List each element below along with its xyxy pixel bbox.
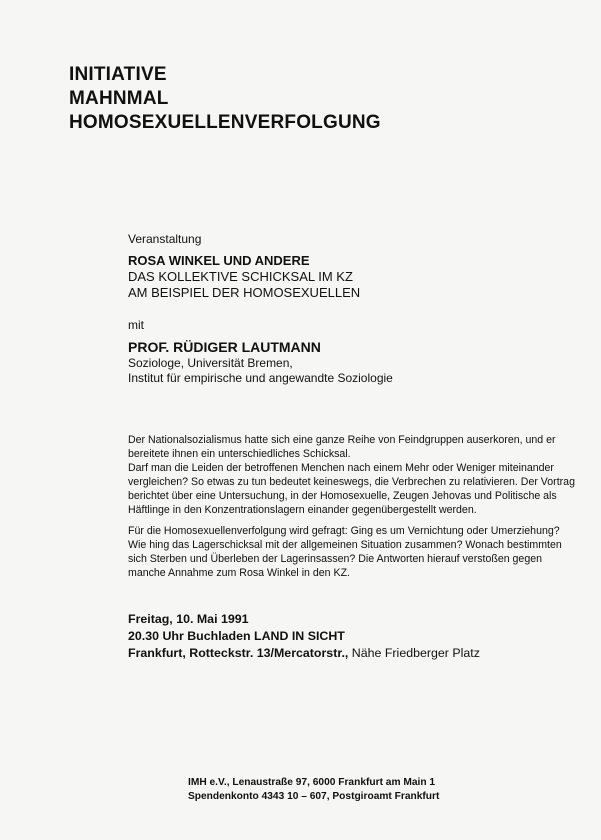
event-title: ROSA WINKEL UND ANDERE: [128, 253, 310, 268]
title-line-1: INITIATIVE: [69, 64, 167, 85]
paragraph-line: berichtet über eine Untersuchung, in der Homosexuelle, Zeugen Jehovas und Politische als: [128, 490, 557, 503]
event-time-venue: 20.30 Uhr Buchladen LAND IN SICHT: [128, 629, 345, 643]
event-subtitle-line-2: AM BEISPIEL DER HOMOSEXUELLEN: [128, 285, 361, 300]
paragraph-line: Der Nationalsozialismus hatte sich eine ganze Reihe von Feindgruppen auserkoren, und er: [128, 434, 556, 446]
with-label: mit: [128, 318, 144, 332]
page-title: [69, 63, 381, 135]
paragraph-line: Für die Homosexuellenverfolgung wird gefragt: Ging es um Vernichtung oder Umerziehung?: [128, 525, 560, 537]
event-date: Freitag, 10. Mai 1991: [128, 612, 249, 626]
paragraph-line: bereitete ihnen ein unterschiedliches Schicksal.: [128, 448, 351, 461]
footer-address: IMH e.V., Lenaustraße 97, 6000 Frankfurt am Main 1: [188, 777, 436, 788]
paragraph-line: sich Sterben und Überleben der Lagerinsassen? Die Antworten hierauf verstoßen gegen: [128, 553, 543, 566]
event-kind: Veranstaltung: [128, 232, 202, 246]
paragraph-line: Wie hing das Lagerschicksal mit der allgemeinen Situation zusammen? Wonach bestimmten: [128, 539, 562, 552]
speaker-affiliation-line-2: Institut für empirische und angewandte Soziologie: [128, 371, 393, 385]
speaker-affiliation-line-1: Soziologe, Universität Bremen,: [128, 356, 293, 370]
event-details: [128, 611, 480, 662]
title-line-3: HOMOSEXUELLENVERFOLGUNG: [69, 112, 381, 133]
title-line-2: MAHNMAL: [69, 88, 169, 109]
footer: [188, 776, 439, 804]
paragraph-line: Darf man die Leiden der betroffenen Menchen nach einem Mehr oder Weniger miteinander: [128, 462, 554, 475]
speaker-name: PROF. RÜDIGER LAUTMANN: [128, 339, 321, 355]
description-paragraph-1: [128, 433, 575, 518]
event-address: Frankfurt, Rotteckstr. 13/Mercatorstr.,: [128, 646, 349, 660]
footer-bank-account: Spendenkonto 4343 10 – 607, Postgiroamt Frankfurt: [188, 791, 440, 802]
event-title-block: [128, 253, 360, 301]
paragraph-line: Häftlinge in den Konzentrationslagern einander gegenübergestellt werden.: [128, 504, 477, 517]
description-paragraph-2: [128, 524, 562, 580]
event-subtitle-line-1: DAS KOLLEKTIVE SCHICKSAL IM KZ: [128, 269, 353, 284]
paragraph-line: manche Annahme zum Rosa Winkel in den KZ.: [128, 567, 350, 580]
event-address-note: Nähe Friedberger Platz: [348, 646, 480, 660]
speaker-block: [128, 338, 393, 386]
event-address-line: [128, 645, 480, 662]
paragraph-line: vergleichen? So etwas zu tun bedeutet keineswegs, die Verbrechen zu relativieren. Der Vortrag: [128, 476, 575, 489]
